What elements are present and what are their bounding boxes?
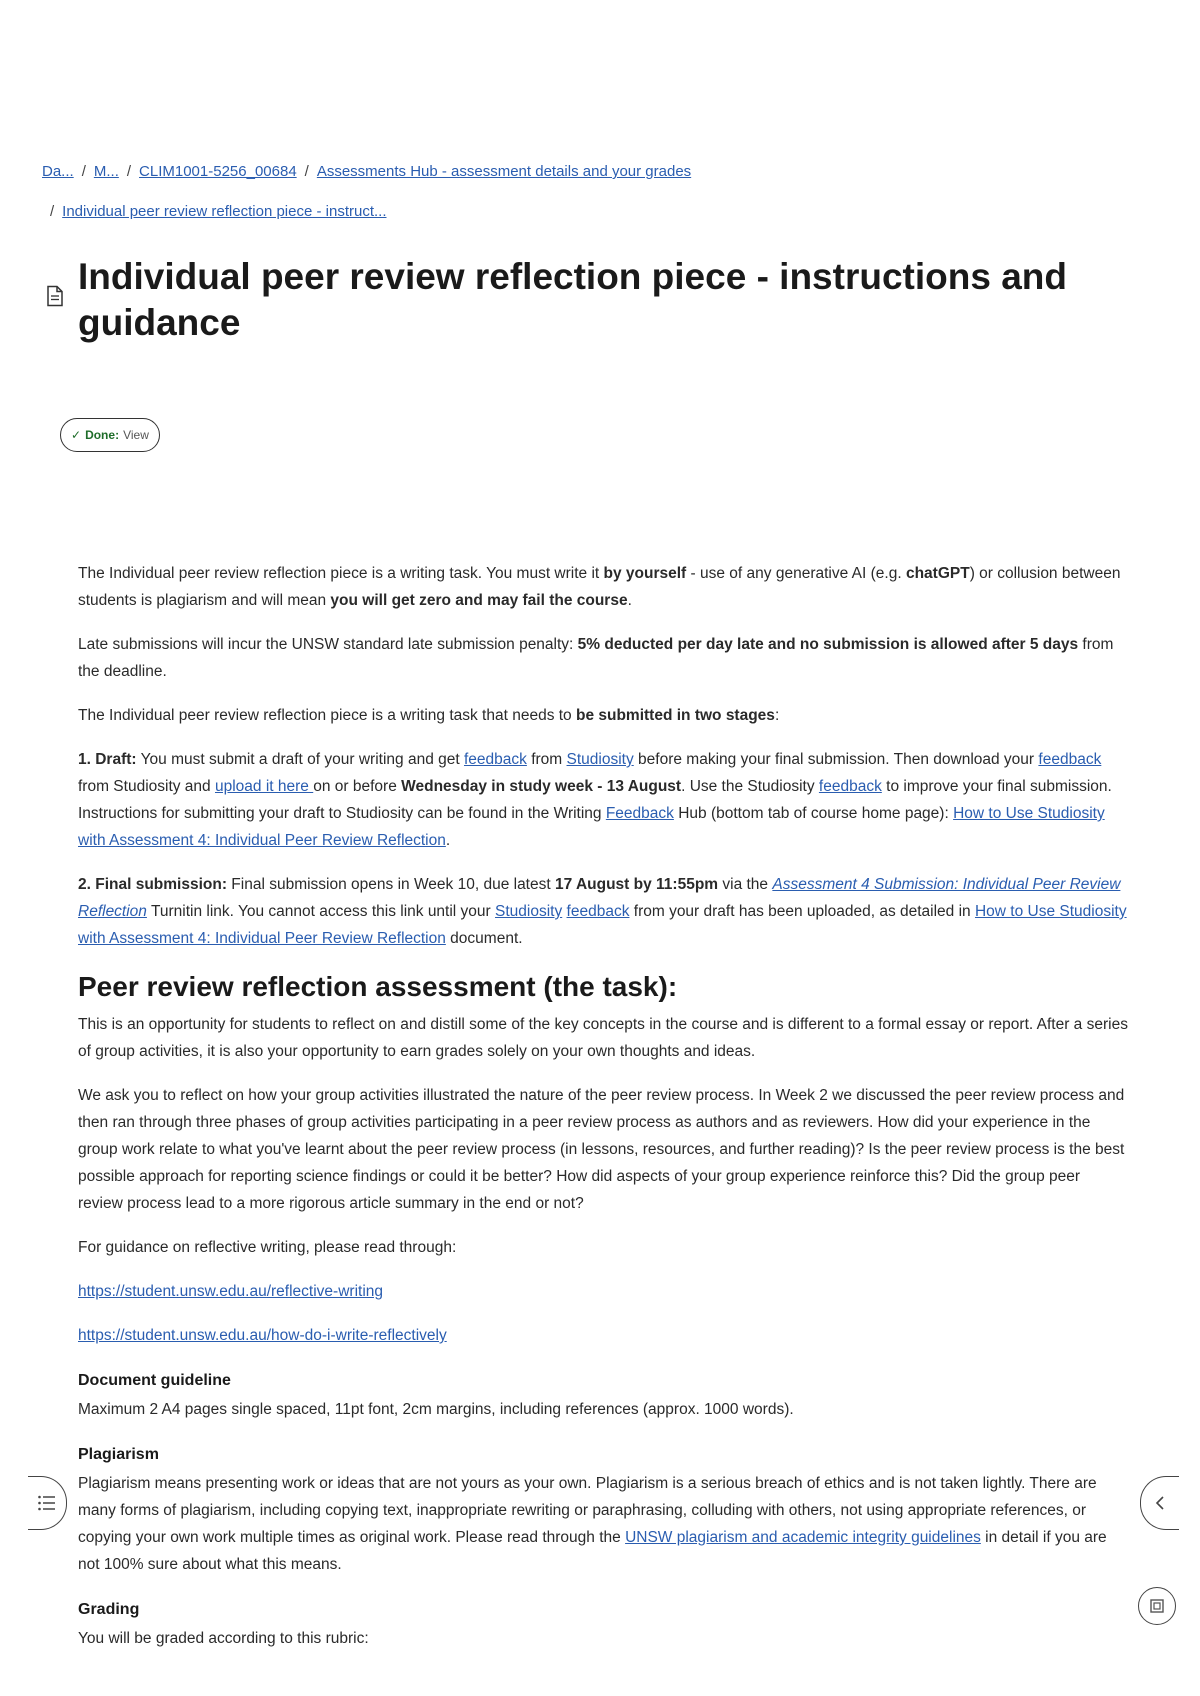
task-paragraph-1: This is an opportunity for students to reflect on and distill some of the key concepts in the course and is different to a formal essay or report. After a series of group activities, it is also your opportunity to earn grades solely on your own thoughts and ideas. [78, 1016, 1128, 1060]
breadcrumb-separator: / [81, 163, 86, 180]
intro-paragraph-1: The Individual peer review reflection piece is a writing task. You must write it by yourself - use of any generative AI (e.g. chatGPT) or collusion between students is plagiarism and will mean you will get zero and may fail the course. [78, 565, 1121, 609]
how-to-studiosity-link[interactable]: How to Use Studiosity with Assessment 4: Individual Peer Review Reflection [78, 805, 1105, 849]
feedback-link[interactable]: feedback [566, 903, 630, 920]
breadcrumb-item-course[interactable]: CLIM1001-5256_00684 [139, 163, 297, 180]
expand-icon [1149, 1598, 1165, 1614]
breadcrumb-separator: / [50, 203, 55, 220]
write-reflectively-link[interactable]: https://student.unsw.edu.au/how-do-i-write-reflectively [78, 1327, 447, 1344]
breadcrumb [42, 163, 691, 180]
grading-heading: Grading [78, 1601, 140, 1618]
main-content [78, 560, 1128, 1660]
chevron-left-icon [1154, 1494, 1166, 1512]
grading-text: You will be graded according to this rubric: [78, 1630, 369, 1647]
writing-feedback-link[interactable]: Feedback [605, 805, 674, 822]
breadcrumb-item-home[interactable]: Da... [42, 163, 74, 180]
breadcrumb-row-2 [50, 203, 387, 220]
task-paragraph-2: We ask you to reflect on how your group activities illustrated the nature of the peer review process. In Week 2 we discussed the peer review process and then ran through three phases of group activities participating in a peer review process as authors and as reviewers. How did your experience in the group work relate to what you've learnt about the peer review process (in lessons, resources, and further reading)? Is the peer review process is the best possible approach for reporting science findings or could it be better? How did aspects of your group experience reinforce this? Did the group peer review process lead to a more rigorous article summary in the end or not? [78, 1087, 1125, 1212]
upload-here-link[interactable]: upload it here [214, 778, 314, 795]
breadcrumb-separator: / [126, 163, 132, 180]
reflective-writing-link[interactable]: https://student.unsw.edu.au/reflective-writing [78, 1283, 383, 1300]
plagiarism-heading: Plagiarism [78, 1446, 159, 1463]
studiosity-link[interactable]: Studiosity [495, 903, 563, 920]
breadcrumb-item-current[interactable]: Individual peer review reflection piece - instruct... [62, 203, 387, 220]
list-icon [37, 1494, 57, 1512]
guideline-text: Maximum 2 A4 pages single spaced, 11pt font, 2cm margins, including references (approx. 1000 words). [78, 1401, 794, 1418]
done-view-button[interactable] [60, 418, 160, 452]
draft-paragraph: 1. Draft: You must submit a draft of your writing and get feedback from Studiosity before making your final submission. Then download your feedback from Studiosity and upload it here on or before Wednesday in study week - 13 August. Use the Studiosity feedback to improve your final submission. Instructions for submitting your draft to Studiosity can be found in the Writing Feedback Hub (bottom tab of course home page): How to Use Studiosity with Assessment 4: Individual Peer Review Reflection. [78, 751, 1112, 849]
assessment-submission-link[interactable]: Assessment 4 Submission: Individual Peer Review Reflection [78, 876, 1121, 920]
breadcrumb-separator: / [304, 163, 309, 180]
intro-paragraph-2: Late submissions will incur the UNSW standard late submission penalty: 5% deducted per day late and no submission is allowed after 5 days from the deadline. [78, 636, 1114, 680]
breadcrumb-item-assessments-hub[interactable]: Assessments Hub - assessment details and your grades [316, 163, 692, 180]
plagiarism-guidelines-link[interactable]: UNSW plagiarism and academic integrity guidelines [625, 1529, 981, 1546]
table-of-contents-toggle[interactable] [28, 1476, 67, 1530]
side-panel-toggle[interactable] [1140, 1476, 1179, 1530]
check-icon: ✓ [71, 428, 82, 442]
guideline-heading: Document guideline [78, 1372, 231, 1389]
intro-paragraph-3: The Individual peer review reflection piece is a writing task that needs to be submitted in two stages: [78, 707, 780, 724]
expand-button[interactable] [1138, 1587, 1176, 1625]
how-to-studiosity-link[interactable]: How to Use Studiosity with Assessment 4: Individual Peer Review Reflection [78, 903, 1127, 947]
feedback-link[interactable]: feedback [1038, 751, 1102, 768]
task-heading: Peer review reflection assessment (the task): [78, 971, 678, 1002]
studiosity-link[interactable]: Studiosity [566, 751, 634, 768]
view-label: View [123, 428, 149, 442]
feedback-link[interactable]: feedback [818, 778, 882, 795]
page-title: Individual peer review reflection piece - instructions and guidance [78, 256, 1067, 343]
document-icon [45, 285, 65, 307]
breadcrumb-item-module[interactable]: M... [93, 163, 119, 180]
task-paragraph-3: For guidance on reflective writing, please read through: [78, 1239, 457, 1256]
final-submission-paragraph: 2. Final submission: Final submission opens in Week 10, due latest 17 August by 11:55pm via the Assessment 4 Submission: Individual Peer Review Reflection Turnitin link. You cannot access this link until your Studiosity feedback from your draft has been uploaded, as detailed in How to Use Studiosity with Assessment 4: Individual Peer Review Reflection document. [78, 876, 1127, 947]
feedback-link[interactable]: feedback [463, 751, 527, 768]
done-label: Done: [85, 428, 120, 442]
plagiarism-text: Plagiarism means presenting work or ideas that are not yours as your own. Plagiarism is a serious breach of ethics and is not taken lightly. There are many forms of plagiarism, including copying text, inappropriate rewriting or paraphrasing, colluding with others, not using appropriate references, or copying your own work multiple times as original work. Please read through the UNSW plagiarism and academic integrity guidelines in detail if you are not 100% sure about what this means. [78, 1475, 1107, 1573]
